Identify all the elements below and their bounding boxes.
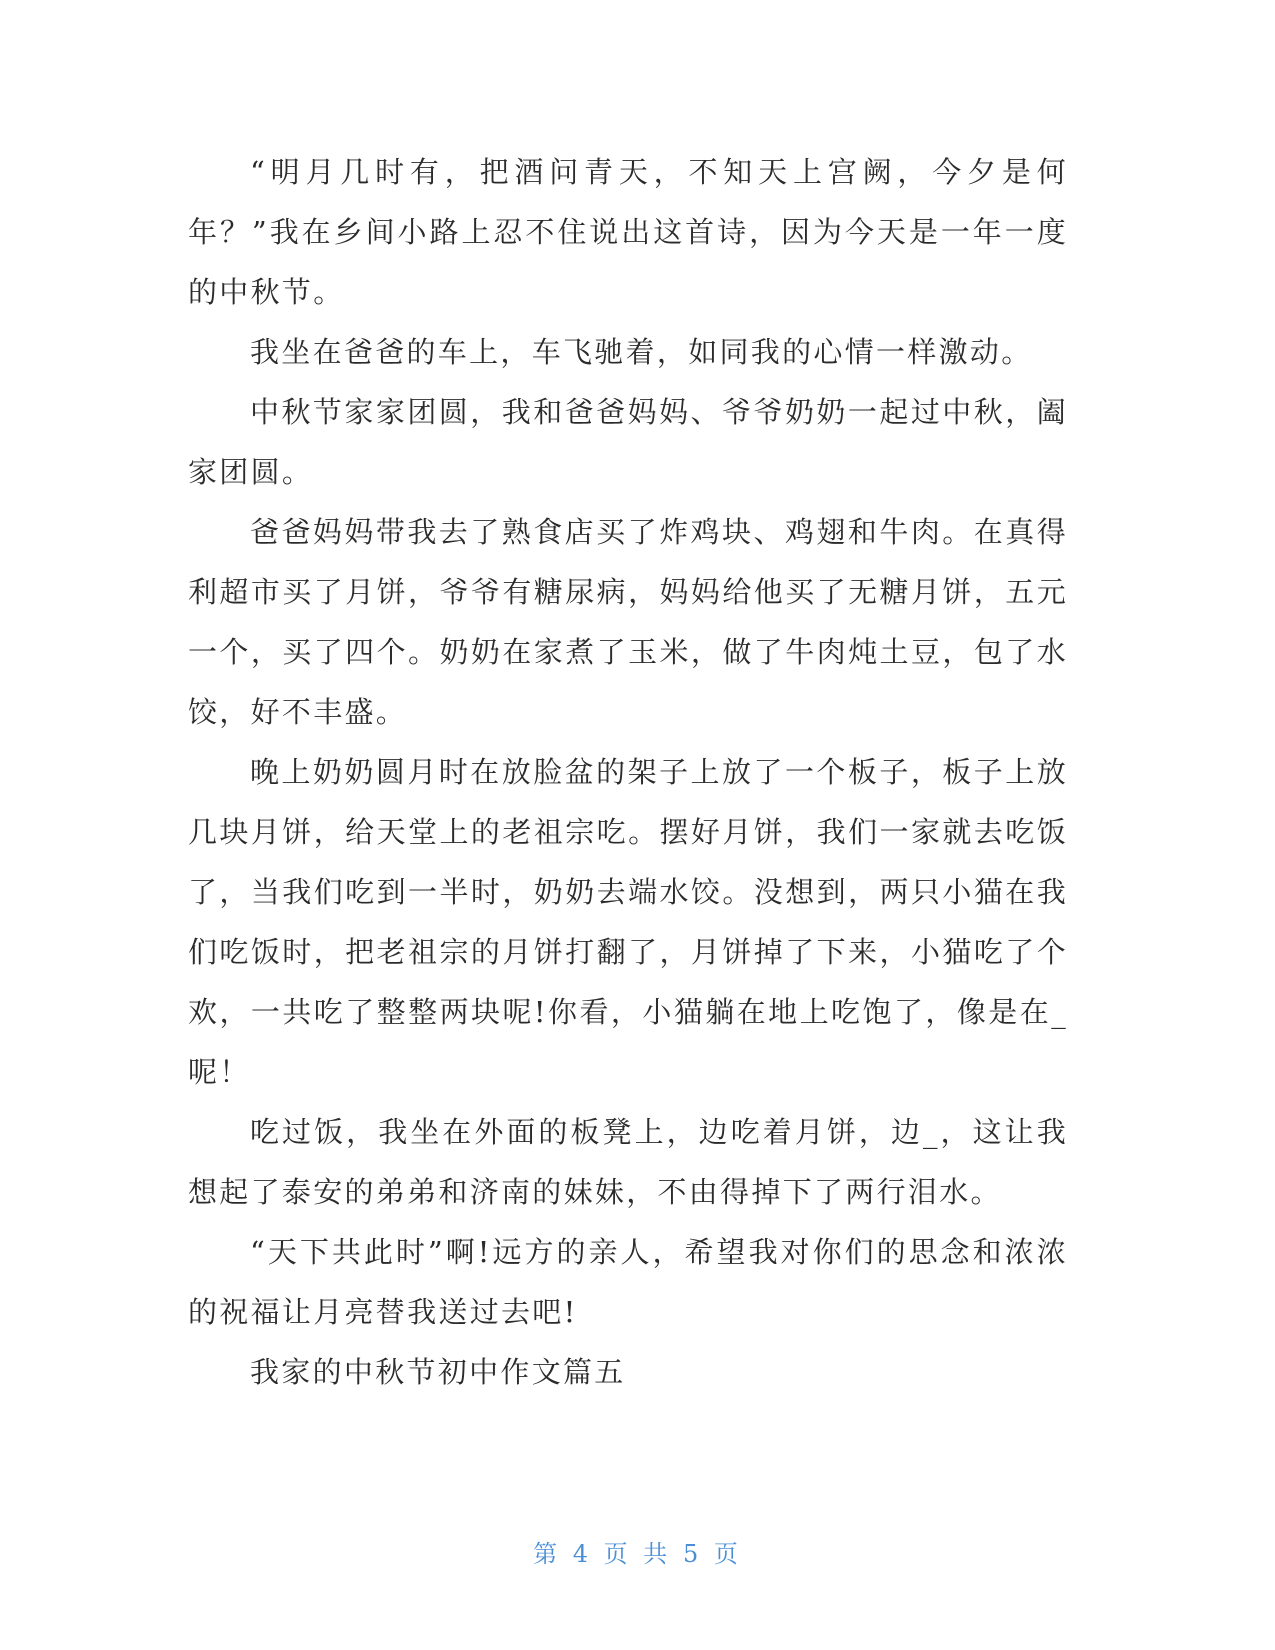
paragraph-5: 晚上奶奶圆月时在放脸盆的架子上放了一个板子，板子上放几块月饼，给天堂上的老祖宗吃。摆好月饼，我们一家就去吃饭了，当我们吃到一半时，奶奶去端水饺。没想到，两只小猫在我们吃饭时，把老祖宗的月饼打翻了，月饼掉了下来，小猫吃了个欢，一共吃了整整两块呢!你看，小猫躺在地上吃饱了，像是在_呢！ bbox=[188, 755, 1068, 1089]
paragraph-4: 爸爸妈妈带我去了熟食店买了炸鸡块、鸡翅和牛肉。在真得利超市买了月饼，爷爷有糖尿病，妈妈给他买了无糖月饼，五元一个，买了四个。奶奶在家煮了玉米，做了牛肉炖土豆，包了水饺，好不丰盛。 bbox=[188, 515, 1068, 729]
paragraph-7: “天下共此时”啊!远方的亲人，希望我对你们的思念和浓浓的祝福让月亮替我送过去吧! bbox=[188, 1235, 1068, 1329]
page-number-footer: 第 4 页 共 5 页 bbox=[533, 1540, 742, 1568]
section-heading: 我家的中秋节初中作文篇五 bbox=[250, 1355, 626, 1389]
paragraph-1: “明月几时有，把酒问青天，不知天上宫阙，今夕是何年？”我在乡间小路上忍不住说出这首诗，因为今天是一年一度的中秋节。 bbox=[188, 155, 1068, 309]
paragraph-2: 我坐在爸爸的车上，车飞驰着，如同我的心情一样激动。 bbox=[250, 335, 1033, 369]
paragraph-3: 中秋节家家团圆，我和爸爸妈妈、爷爷奶奶一起过中秋，阖家团圆。 bbox=[188, 395, 1068, 489]
document-body bbox=[188, 142, 1068, 1402]
paragraph-6: 吃过饭，我坐在外面的板凳上，边吃着月饼，边_，这让我想起了泰安的弟弟和济南的妹妹，不由得掉下了两行泪水。 bbox=[188, 1115, 1068, 1209]
